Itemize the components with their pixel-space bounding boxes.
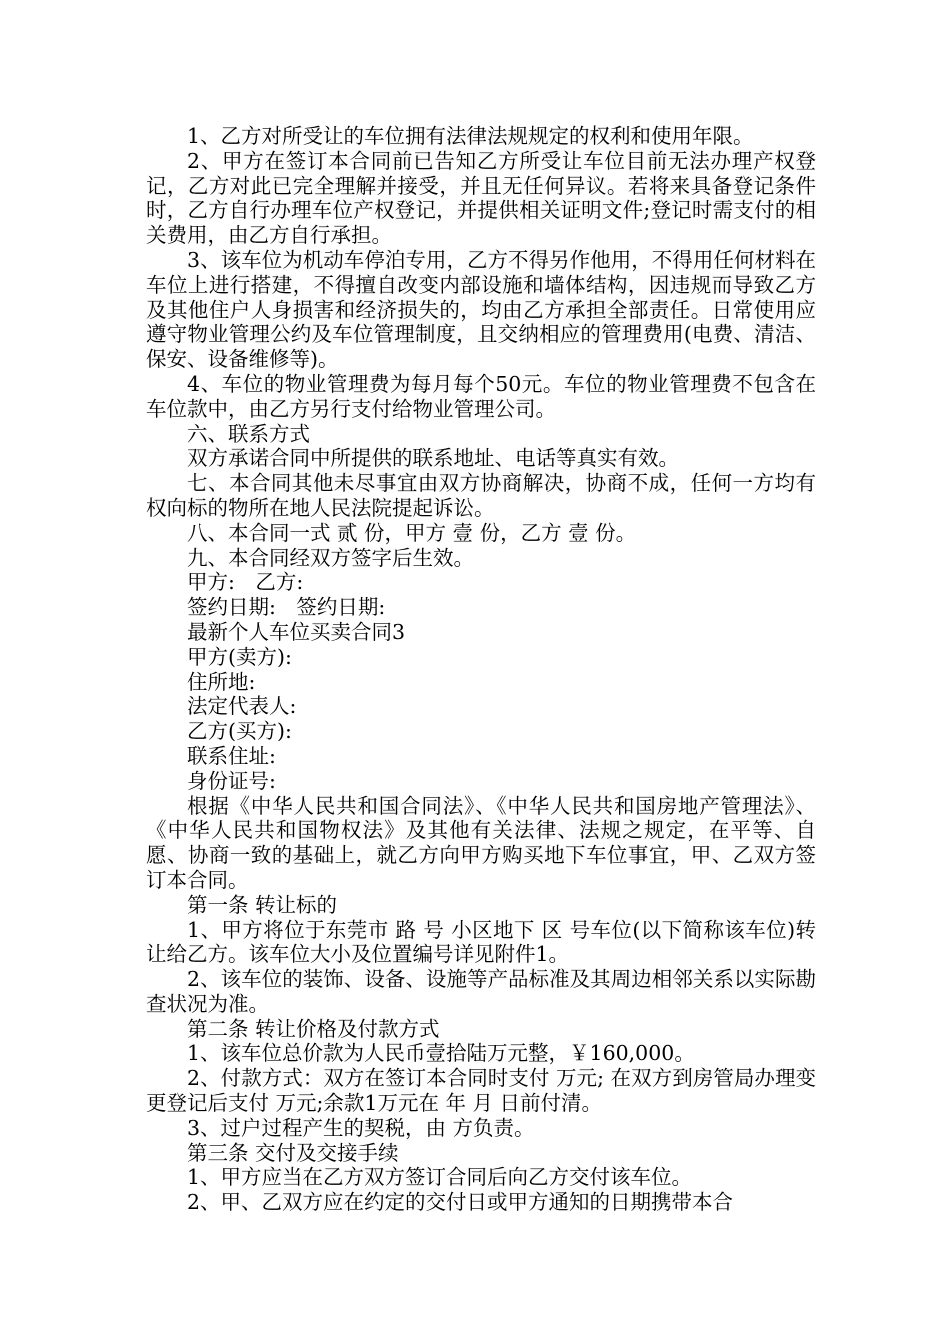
paragraph-registration: 2、甲方在签订本合同前已告知乙方所受让车位目前无法办理产权登记，乙方对此已完全理解并接受，并且无任何异议。若将来具备登记条件时，乙方自行办理车位产权登记，并提供相关证明文件;登记时需支付的相关费用，由乙方自行承担。 [146, 148, 816, 248]
paragraph-dispute-resolution: 七、本合同其他未尽事宜由双方协商解决，协商不成，任何一方均有权向标的物所在地人民法院提起诉讼。 [146, 471, 816, 520]
paragraph-parking-use: 3、该车位为机动车停泊专用，乙方不得另作他用，不得用任何材料在车位上进行搭建，不得擅自改变内部设施和墙体结构，因违规而导致乙方及其他住户人身损害和经济损失的，均由乙方承担全部责任。日常使用应遵守物业管理公约及车位管理制度，且交纳相应的管理费用(电费、清洁、保安、设备维修等)。 [146, 247, 816, 372]
legal-representative: 法定代表人: [187, 694, 297, 719]
paragraph-rights: 1、乙方对所受让的车位拥有法律法规规定的权利和使用年限。 [187, 124, 754, 148]
document-body [146, 124, 816, 1215]
article-3-heading: 第三条 交付及交接手续 [187, 1140, 399, 1165]
party-b-buyer: 乙方(买方): [187, 719, 292, 744]
paragraph-effective: 九、本合同经双方签字后生效。 [187, 545, 474, 570]
contract-title: 最新个人车位买卖合同3 [187, 619, 406, 644]
article-1-item-1: 1、甲方将位于东莞市 路 号 小区地下 区 号车位(以下简称该车位)转让给乙方。该车位大小及位置编号详见附件1。 [146, 917, 816, 967]
article-2-item-1: 1、该车位总价款为人民币壹拾陆万元整，￥160,000。 [187, 1041, 695, 1066]
party-a-address: 住所地: [187, 669, 256, 694]
paragraph-legal-basis: 根据《中华人民共和国合同法》、《中华人民共和国房地产管理法》、《中华人民共和国物权法》及其他有关法律、法规之规定，在平等、自愿、协商一致的基础上，就乙方向甲方购买地下车位事宜，甲、乙双方签订本合同。 [146, 793, 816, 892]
party-b-id-number: 身份证号: [187, 768, 276, 793]
party-b-address: 联系住址: [187, 743, 276, 768]
paragraph-contact-validity: 双方承诺合同中所提供的联系地址、电话等真实有效。 [187, 446, 679, 471]
article-3-item-2: 2、甲、乙双方应在约定的交付日或甲方通知的日期携带本合 [187, 1190, 734, 1215]
party-a-seller: 甲方(卖方): [187, 644, 292, 669]
section-heading-contact: 六、联系方式 [187, 421, 310, 446]
signature-parties: 甲方: 乙方: [187, 570, 304, 595]
article-2-item-3: 3、过户过程产生的契税，由 方负责。 [187, 1115, 535, 1140]
article-3-item-1: 1、甲方应当在乙方双方签订合同后向乙方交付该车位。 [187, 1165, 693, 1190]
paragraph-management-fee: 4、车位的物业管理费为每月每个50元。车位的物业管理费不包含在车位款中，由乙方另行支付给物业管理公司。 [146, 371, 816, 421]
article-2-heading: 第二条 转让价格及付款方式 [187, 1016, 440, 1041]
article-1-heading: 第一条 转让标的 [187, 892, 338, 917]
signature-dates: 签约日期: 签约日期: [187, 595, 386, 620]
article-2-item-2: 2、付款方式：双方在签订本合同时支付 万元; 在双方到房管局办理变更登记后支付 万元;余款1万元在 年 月 日前付清。 [146, 1066, 816, 1116]
article-1-item-2: 2、该车位的装饰、设备、设施等产品标准及其周边相邻关系以实际勘查状况为准。 [146, 967, 816, 1016]
paragraph-copies: 八、本合同一式 贰 份，甲方 壹 份，乙方 壹 份。 [187, 520, 637, 545]
